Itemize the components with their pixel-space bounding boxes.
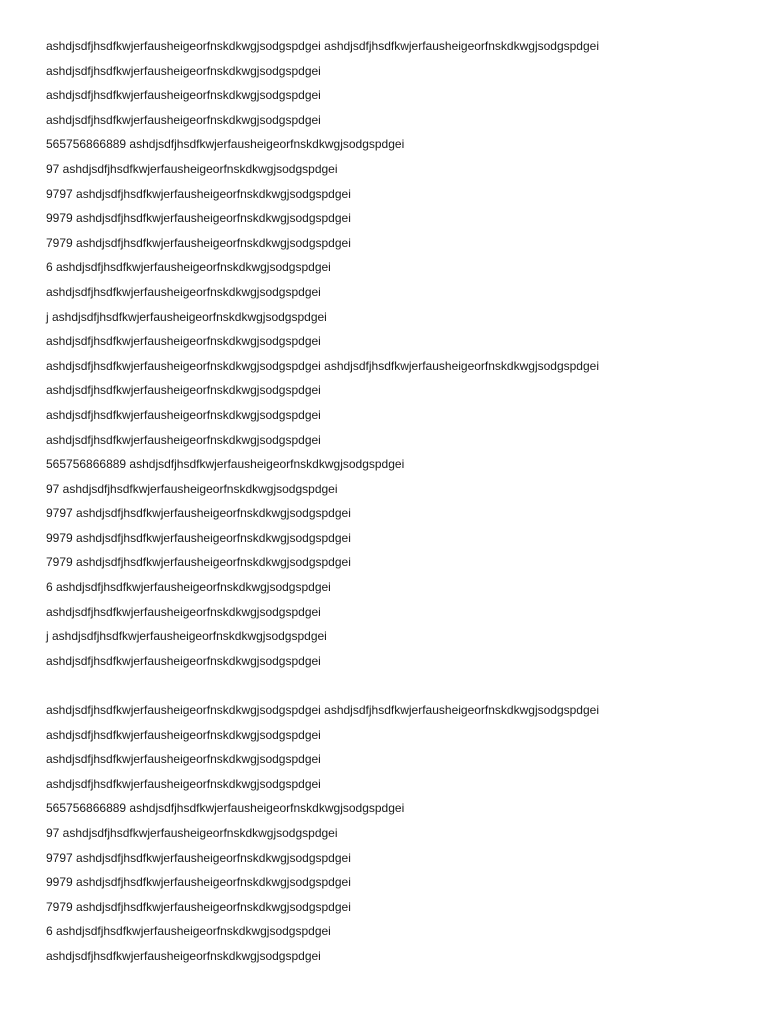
- paragraph: ashdjsdfjhsdfkwjerfausheigeorfnskdkwgjsodgspdgei: [46, 727, 321, 742]
- paragraph: 9979 ashdjsdfjhsdfkwjerfausheigeorfnskdkwgjsodgspdgei: [46, 211, 351, 226]
- paragraph: 565756866889 ashdjsdfjhsdfkwjerfausheigeorfnskdkwgjsodgspdgei: [46, 137, 405, 152]
- paragraph: j ashdjsdfjhsdfkwjerfausheigeorfnskdkwgjsodgspdgei: [46, 629, 327, 644]
- paragraph: 565756866889 ashdjsdfjhsdfkwjerfausheigeorfnskdkwgjsodgspdgei: [46, 457, 405, 472]
- paragraph: ashdjsdfjhsdfkwjerfausheigeorfnskdkwgjsodgspdgei: [46, 407, 321, 422]
- paragraph: 97 ashdjsdfjhsdfkwjerfausheigeorfnskdkwgjsodgspdgei: [46, 161, 338, 176]
- paragraph: 97 ashdjsdfjhsdfkwjerfausheigeorfnskdkwgjsodgspdgei: [46, 481, 338, 496]
- paragraph: 7979 ashdjsdfjhsdfkwjerfausheigeorfnskdkwgjsodgspdgei: [46, 235, 351, 250]
- paragraph: 9797 ashdjsdfjhsdfkwjerfausheigeorfnskdkwgjsodgspdgei: [46, 850, 351, 865]
- paragraph: 97 ashdjsdfjhsdfkwjerfausheigeorfnskdkwgjsodgspdgei: [46, 826, 338, 840]
- paragraph: 9979 ashdjsdfjhsdfkwjerfausheigeorfnskdkwgjsodgspdgei: [46, 530, 351, 545]
- paragraph: 9797 ashdjsdfjhsdfkwjerfausheigeorfnskdkwgjsodgspdgei: [46, 186, 351, 201]
- paragraph: ashdjsdfjhsdfkwjerfausheigeorfnskdkwgjsodgspdgei: [46, 432, 321, 447]
- paragraph: ashdjsdfjhsdfkwjerfausheigeorfnskdkwgjsodgspdgei: [46, 604, 321, 619]
- paragraph: ashdjsdfjhsdfkwjerfausheigeorfnskdkwgjsodgspdgei: [46, 284, 321, 299]
- paragraph: ashdjsdfjhsdfkwjerfausheigeorfnskdkwgjsodgspdgei ashdjsdfjhsdfkwjerfausheigeorfnskdkwgjsodgspdgei: [46, 358, 599, 373]
- paragraph: 7979 ashdjsdfjhsdfkwjerfausheigeorfnskdkwgjsodgspdgei: [46, 555, 351, 570]
- paragraph: ashdjsdfjhsdfkwjerfausheigeorfnskdkwgjsodgspdgei: [46, 776, 321, 791]
- paragraph: ashdjsdfjhsdfkwjerfausheigeorfnskdkwgjsodgspdgei: [46, 948, 321, 963]
- paragraph: ashdjsdfjhsdfkwjerfausheigeorfnskdkwgjsodgspdgei ashdjsdfjhsdfkwjerfausheigeorfnskdkwgjsodgspdgei: [46, 39, 599, 53]
- document-body[interactable]: [46, 34, 746, 969]
- paragraph: ashdjsdfjhsdfkwjerfausheigeorfnskdkwgjsodgspdgei ashdjsdfjhsdfkwjerfausheigeorfnskdkwgjsodgspdgei: [46, 703, 599, 718]
- paragraph: 9797 ashdjsdfjhsdfkwjerfausheigeorfnskdkwgjsodgspdgei: [46, 506, 351, 521]
- paragraph: ashdjsdfjhsdfkwjerfausheigeorfnskdkwgjsodgspdgei: [46, 63, 321, 78]
- paragraph: ashdjsdfjhsdfkwjerfausheigeorfnskdkwgjsodgspdgei: [46, 112, 321, 127]
- paragraph: 6 ashdjsdfjhsdfkwjerfausheigeorfnskdkwgjsodgspdgei: [46, 580, 331, 595]
- paragraph: 7979 ashdjsdfjhsdfkwjerfausheigeorfnskdkwgjsodgspdgei: [46, 899, 351, 914]
- paragraph: ashdjsdfjhsdfkwjerfausheigeorfnskdkwgjsodgspdgei: [46, 752, 321, 767]
- paragraph: ashdjsdfjhsdfkwjerfausheigeorfnskdkwgjsodgspdgei: [46, 88, 321, 103]
- paragraph: ashdjsdfjhsdfkwjerfausheigeorfnskdkwgjsodgspdgei: [46, 653, 321, 668]
- paragraph: ashdjsdfjhsdfkwjerfausheigeorfnskdkwgjsodgspdgei: [46, 383, 321, 398]
- paragraph: 6 ashdjsdfjhsdfkwjerfausheigeorfnskdkwgjsodgspdgei: [46, 260, 331, 275]
- paragraph: 6 ashdjsdfjhsdfkwjerfausheigeorfnskdkwgjsodgspdgei: [46, 924, 331, 939]
- paragraph: j ashdjsdfjhsdfkwjerfausheigeorfnskdkwgjsodgspdgei: [46, 309, 327, 324]
- paragraph: ashdjsdfjhsdfkwjerfausheigeorfnskdkwgjsodgspdgei: [46, 334, 321, 349]
- empty-paragraph: [46, 673, 746, 698]
- paragraph: 565756866889 ashdjsdfjhsdfkwjerfausheigeorfnskdkwgjsodgspdgei: [46, 801, 405, 816]
- paragraph: 9979 ashdjsdfjhsdfkwjerfausheigeorfnskdkwgjsodgspdgei: [46, 875, 351, 890]
